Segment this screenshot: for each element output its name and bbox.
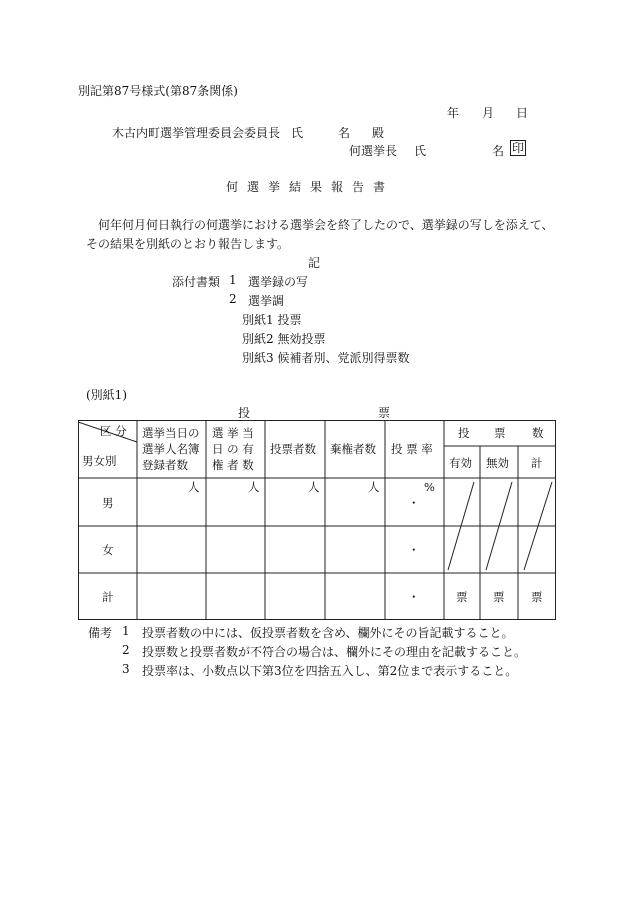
header-col6-group-3: 数 bbox=[532, 426, 544, 440]
header-col2-line2: 日 の 有 bbox=[212, 442, 254, 456]
addressee-title: 木古内町選挙管理委員会委員長 bbox=[112, 126, 281, 140]
unit-person: 人 bbox=[368, 480, 380, 494]
row-label-male: 男 bbox=[102, 496, 114, 510]
header-col2-line1: 選 挙 当 bbox=[212, 426, 254, 440]
note-1-no: 1 bbox=[122, 624, 130, 638]
ki-label: 記 bbox=[308, 256, 321, 270]
voting-table bbox=[78, 420, 556, 620]
header-col2-line3: 権 者 数 bbox=[212, 458, 254, 472]
page-title: 何選挙結果報告書 bbox=[226, 180, 395, 194]
sub-sheet-1: 別紙1 投票 bbox=[242, 313, 302, 327]
attachments-label: 添付書類 bbox=[172, 275, 221, 289]
header-col1-line3: 登録者数 bbox=[142, 458, 188, 472]
row-label-total: 計 bbox=[102, 590, 114, 604]
unit-vote: 票 bbox=[493, 590, 505, 604]
top-caption-1: 投 bbox=[238, 406, 251, 420]
header-danjo: 男女別 bbox=[82, 454, 117, 468]
note-1-text: 投票者数の中には、仮投票者数を含め、欄外にその旨記載すること。 bbox=[142, 626, 514, 640]
sub-sheet-3: 別紙3 候補者別、党派別得票数 bbox=[242, 351, 410, 365]
sender-shi: 氏 bbox=[414, 144, 427, 158]
header-col3: 投票者数 bbox=[270, 442, 316, 456]
unit-vote: 票 bbox=[531, 590, 543, 604]
note-3-text: 投票率は、小数点以下第3位を四捨五入し、第2位まで表示すること。 bbox=[142, 664, 518, 678]
addressee-dono: 殿 bbox=[372, 126, 385, 140]
note-2-no: 2 bbox=[122, 643, 130, 657]
header-col1-line1: 選挙当日の bbox=[142, 426, 200, 440]
note-3-no: 3 bbox=[122, 662, 130, 676]
note-2-text: 投票数と投票者数が不符合の場合は、欄外にその理由を記載すること。 bbox=[142, 645, 527, 659]
header-col4: 棄権者数 bbox=[330, 442, 376, 456]
header-total: 計 bbox=[531, 456, 543, 470]
attachment-2-no: 2 bbox=[229, 292, 237, 306]
unit-person: 人 bbox=[308, 480, 320, 494]
date-month: 月 bbox=[482, 106, 495, 120]
unit-vote: 票 bbox=[456, 590, 468, 604]
date-year: 年 bbox=[447, 106, 460, 120]
attachment-1-no: 1 bbox=[229, 273, 237, 287]
body-paragraph-1: 何年何月何日執行の何選挙における選挙会を終了したので、選挙録の写しを添えて、 bbox=[98, 218, 554, 232]
header-invalid: 無効 bbox=[486, 456, 509, 470]
decimal-dot: ・ bbox=[408, 496, 420, 510]
sheet1-label: (別紙1) bbox=[86, 388, 127, 402]
sender-title: 何選挙長 bbox=[349, 144, 398, 158]
decimal-dot: ・ bbox=[408, 543, 420, 557]
header-col6-group-2: 票 bbox=[494, 426, 506, 440]
form-id: 別記第87号様式(第87条関係) bbox=[78, 84, 238, 98]
top-caption-2: 票 bbox=[378, 406, 391, 420]
addressee-mei: 名 bbox=[338, 126, 351, 140]
seal-box bbox=[510, 140, 526, 156]
attachment-1-text: 選挙録の写 bbox=[248, 275, 309, 289]
attachment-2-text: 選挙調 bbox=[248, 294, 285, 308]
header-valid: 有効 bbox=[449, 456, 472, 470]
date-day: 日 bbox=[516, 106, 529, 120]
unit-person: 人 bbox=[188, 480, 200, 494]
header-kubun: 区 分 bbox=[100, 424, 127, 438]
notes-label: 備考 bbox=[88, 626, 113, 640]
unit-percent: % bbox=[424, 480, 435, 494]
sub-sheet-2: 別紙2 無効投票 bbox=[242, 332, 326, 346]
seal-mark: 印 bbox=[512, 141, 525, 155]
addressee-shi: 氏 bbox=[291, 126, 304, 140]
header-col1-line2: 選挙人名簿 bbox=[142, 442, 200, 456]
decimal-dot: ・ bbox=[408, 590, 420, 604]
header-col6-group-1: 投 bbox=[458, 426, 470, 440]
body-paragraph-2: その結果を別紙のとおり報告します。 bbox=[86, 237, 290, 251]
header-col5: 投 票 率 bbox=[391, 442, 433, 456]
sender-mei: 名 bbox=[492, 144, 505, 158]
unit-person: 人 bbox=[248, 480, 260, 494]
row-label-female: 女 bbox=[102, 543, 114, 557]
